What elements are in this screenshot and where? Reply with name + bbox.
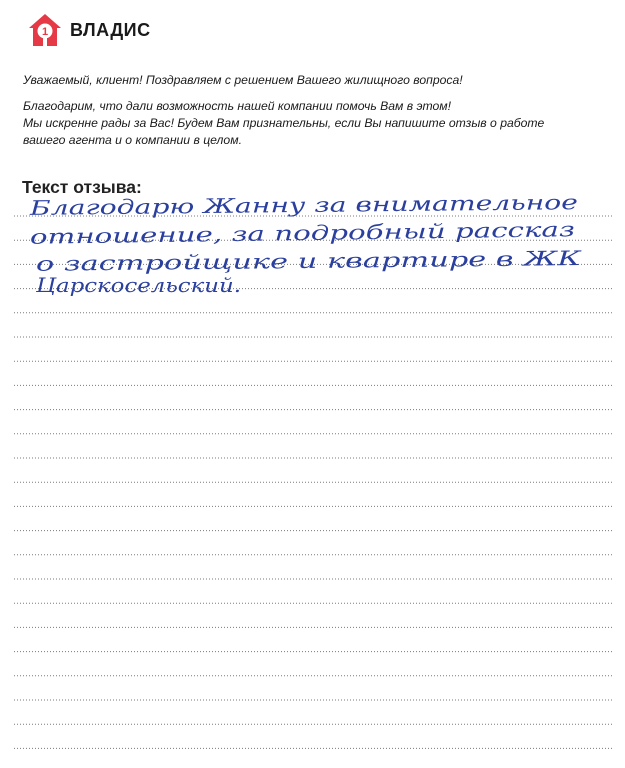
intro-line-1: Уважаемый, клиент! Поздравляем с решением Вашего жилищного вопроса! xyxy=(23,73,463,87)
review-title: Текст отзыва: xyxy=(22,177,142,197)
brand-name: ВЛАДИС xyxy=(70,19,151,40)
handwritten-line-4: Царскосельский. xyxy=(34,273,242,297)
logo-digit: 1 xyxy=(41,26,49,38)
intro-line-4: вашего агента и о компании в целом. xyxy=(23,133,242,147)
handwritten-line-2: отношение, за подробный рассказ xyxy=(29,219,403,249)
handwritten-line-3: о застройщике и квартире в ЖК xyxy=(35,248,395,276)
handwritten-line-1: Благодарю Жанну за внимательное xyxy=(29,191,419,220)
intro-line-2: Благодарим, что дали возможность нашей компании помочь Вам в этом! xyxy=(23,99,452,113)
intro-line-3: Мы искренне рады за Вас! Будем Вам признательны, если Вы напишите отзыв о работе xyxy=(23,116,545,130)
